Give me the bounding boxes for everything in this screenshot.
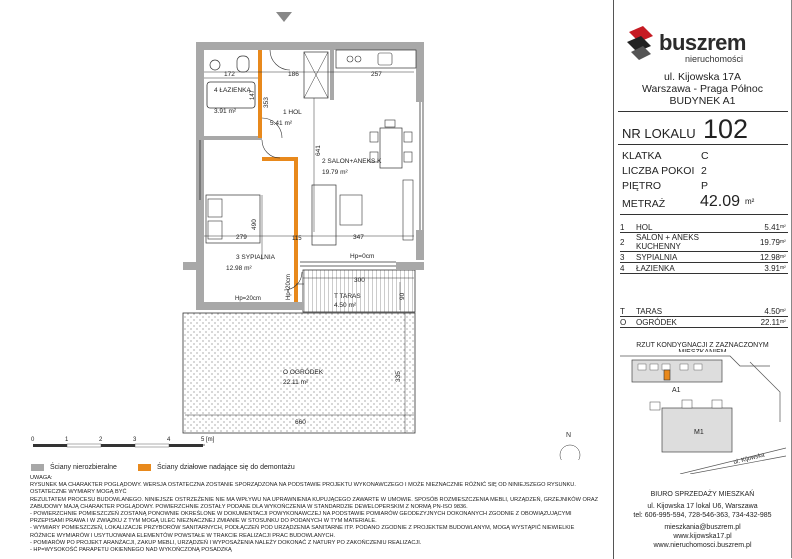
floor-label: PIĘTRO — [622, 180, 662, 192]
table-cell: 5.41 — [764, 222, 780, 232]
area-value: 42.09 — [700, 193, 741, 210]
room-label: 1 HOL — [283, 109, 302, 116]
table-cell: SALON + ANEKS KUCHENNY — [636, 233, 699, 251]
table-row — [620, 306, 788, 317]
room-label: T TARAS — [334, 293, 361, 300]
rooms-count-value: 2 — [701, 165, 707, 177]
scale-tick: 0 — [31, 437, 35, 443]
table-cell: 19.79 — [759, 237, 780, 247]
room-label: O OGRÓDEK — [283, 369, 324, 376]
legend-swatch-orange — [138, 464, 151, 471]
site-m1-label: M1 — [694, 429, 704, 436]
notes-title: UWAGA: — [30, 475, 53, 481]
dim-text: 90 — [399, 292, 406, 300]
table-row — [620, 263, 788, 274]
sill-height-label: Hp=20cm — [235, 296, 261, 302]
dim-text: 660 — [295, 419, 306, 426]
outer-wall-right-top — [416, 42, 424, 102]
room-area: 4.50 m² — [334, 302, 357, 309]
notes-line: - HP=WYSOKOŚĆ PARAPETU OKIENNEGO NAD WYKOŃCZONĄ POSADZKĄ — [30, 547, 232, 554]
site-street-label: ul. Kijowska — [733, 452, 766, 466]
table-cell: 22.11 — [760, 317, 780, 327]
floor-value: P — [701, 180, 709, 192]
dim-text: 490 — [251, 219, 258, 230]
hall-wall — [262, 157, 298, 161]
legend-orange-label: Ściany działowe nadające się do demontażu — [157, 464, 295, 471]
area-row — [620, 193, 788, 215]
room-area: 22.11 m² — [283, 379, 309, 386]
dim-text: 641 — [315, 145, 322, 156]
sales-web-link[interactable]: www.nieruchomosci.buszrem.pl — [653, 542, 752, 549]
brand-name: buszrem — [659, 30, 746, 55]
table-cell: 2 — [620, 237, 625, 247]
table-cell: 3.91 — [764, 263, 780, 273]
kitchen-wall — [330, 50, 334, 100]
table-cell: O — [620, 317, 627, 327]
dim-text: 147 — [250, 89, 256, 100]
toilet — [237, 56, 249, 72]
table-cell: HOL — [636, 222, 653, 232]
table-row — [620, 252, 788, 263]
table-cell: SYPIALNIA — [636, 252, 678, 262]
notes-line: RÓŻNICE WYMIARÓW I USYTUOWANIA ELEMENTÓW POWSTAŁE W TRAKCIE REALIZACJI PRAC BUDOWLANYCH. — [30, 532, 336, 539]
notes-line: - WYMIARY POMIESZCZEŃ, LOKALIZACJE PRZYBORÓW SANITARNYCH, PODŁĄCZEŃ POD URZĄDZENIA SANITARNE ITP. PODANO ZGODNIE Z PROJEKTEM BUDOWLANYM, MOGĄ WYSTĄPIĆ NIEWIELKIE — [30, 525, 575, 532]
sink — [210, 60, 220, 70]
room-label: 4 ŁAZIENKA — [214, 87, 251, 94]
dim-text: 335 — [395, 371, 402, 382]
table-row — [620, 222, 788, 233]
notes-line: ZABUDOWY MAJĄ CHARAKTER POGLĄDOWY. POWIERZCHNIE ZOSTAŁY PODANE DLA WYKOŃCZENIA W STANDARDZIE DEWELOPERSKIM Z NORMĄ PN-ISO 9836. — [30, 503, 468, 510]
table-cell: OGRÓDEK — [636, 317, 677, 327]
room-area: 19.79 m² — [322, 169, 348, 176]
sales-phones: tel: 606-995-594, 728-546-363, 734-432-985 — [633, 512, 772, 519]
dim-text: 347 — [353, 234, 364, 241]
wall-stub — [396, 262, 424, 270]
table-row — [620, 317, 788, 328]
bedroom-wall — [294, 157, 298, 302]
brand-logo — [625, 26, 775, 66]
rooms-count-label: LICZBA POKOI — [622, 165, 695, 177]
address-line: Warszawa - Praga Północ — [642, 83, 763, 95]
sales-email[interactable]: mieszkania@buszrem.pl — [664, 524, 741, 531]
dim-text: 186 — [288, 71, 299, 78]
legend-swatch-grey — [31, 464, 44, 471]
outdoor-table — [620, 306, 788, 328]
scale-unit: [m] — [206, 437, 215, 443]
bathtub — [207, 82, 255, 108]
area-label: METRAŻ — [622, 198, 666, 210]
table-cell: TARAS — [636, 306, 663, 316]
sill-height-label: Hp=0cm — [350, 253, 375, 260]
unit-highlight — [664, 370, 670, 380]
area-unit: m² — [745, 197, 755, 206]
room-area: 3.91 m² — [214, 108, 237, 115]
table-row — [620, 233, 788, 252]
table-cell: 12.98 — [759, 252, 780, 262]
outer-wall-right-bottom — [416, 230, 424, 260]
sales-address: ul. Kijowska 17 lokal U6, Warszawa — [647, 503, 758, 510]
rooms-table — [620, 222, 788, 274]
bathroom-wall — [204, 136, 262, 140]
sales-title: BIURO SPRZEDAŻY MIESZKAŃ — [650, 491, 755, 498]
table-cell: 4.50 — [764, 306, 780, 316]
dim-text: 172 — [224, 71, 235, 78]
entrance-arrow-icon — [276, 12, 292, 22]
scale-tick: 2 — [99, 437, 103, 443]
table-cell: 1 — [620, 222, 625, 232]
notes-line: RYSUNEK MA CHARAKTER POGLĄDOWY. WERSJA OSTATECZNA ZOSTANIE SPORZĄDZONA NA PODSTAWIE PROJEKTU WYKONAWCZEGO I MOŻE NIEZNACZNIE RÓŻNIĆ SIĘ OD NINIEJSZEGO RYSUNKU. OSTATECZNE WYMIARY MOGĄ BYĆ — [30, 482, 576, 496]
table-cell: m² — [780, 254, 786, 260]
legend-grey-label: Ściany nierozbieralne — [50, 464, 117, 471]
scale-tick: 5 — [201, 437, 205, 443]
unit-number-label: NR LOKALU — [622, 126, 696, 141]
site-building-label: A1 — [672, 387, 681, 394]
outer-wall-top — [196, 42, 418, 50]
unit-number-value: 102 — [703, 114, 749, 144]
notes-line: PRZEPISAMI PRAWA I W ZWIĄZKU Z TYM MOGĄ ULEC NIEZNACZNEJ ZMIANIE W STOSUNKU DO PODANYCH W TYM MATERIALE. — [30, 518, 377, 525]
address-line: BUDYNEK A1 — [669, 95, 736, 107]
scale-tick: 3 — [133, 437, 137, 443]
site-plan-title: RZUT KONDYGNACJI Z ZAZNACZONYM — [636, 342, 769, 349]
room-area: 12.98 m² — [226, 265, 252, 272]
table-cell: m² — [780, 265, 786, 271]
klatka-value: C — [701, 150, 709, 162]
dim-text: 115 — [292, 236, 302, 242]
dim-text: 300 — [354, 277, 365, 284]
scale-tick: 4 — [167, 437, 171, 443]
north-arrow-icon — [560, 432, 580, 460]
room-area: 5.41 m² — [270, 120, 293, 127]
notes-line: - POMIARÓW PO PROJEKT ARANŻACJI, ZAKUP MEBLI, URZĄDZEŃ I WYPOSAŻENIA NALEŻY DOKONAĆ Z NATURY PO ZAKOŃCZENIU REALIZACJI. — [30, 539, 422, 546]
room-label: 3 SYPIALNIA — [236, 254, 276, 261]
table-cell: T — [620, 306, 625, 316]
logo-mark-icon — [625, 26, 657, 62]
site-plan-map — [620, 352, 786, 474]
table-cell: ŁAZIENKA — [636, 263, 675, 273]
notes-line: - POWIERZCHNIE POMIESZCZEŃ ZOSTANĄ PONOWNIE OKREŚLONE W DOKUMENTACJI POWYKONAWCZEJ NA PODSTAWIE POMIARÓW GEODEZYJNYCH DOKONANYCH ZGODNIE Z OBOWIĄZUJĄCYMI — [30, 511, 572, 518]
table-cell: m² — [780, 319, 786, 325]
table-cell: 3 — [620, 252, 625, 262]
hall-wall — [258, 50, 262, 138]
dim-text: 279 — [236, 234, 247, 241]
dim-text: 257 — [371, 71, 382, 78]
table-cell: m² — [780, 239, 786, 245]
table-cell: m² — [780, 224, 786, 230]
address-line: ul. Kijowska 17A — [663, 71, 742, 83]
table-cell: m² — [780, 308, 786, 314]
notes-line: REZULTATEM PROCESU BUDOWLANEGO. NINIEJSZE OSTRZEŻENIE NIE MA WPŁYWU NA UPRAWNIENIA KUPUJĄCEGO ZAWARTE W UMOWIE. SPOSÓB ROZMIESZCZENIA MEBLI, URZĄDZEŃ, GRZEJNIKÓW ORAZ — [30, 496, 599, 503]
sill-height-label: Hp=20cm — [286, 274, 292, 300]
room-label: 2 SALON+ANEKS K — [322, 158, 382, 165]
notes-block — [30, 475, 608, 554]
brand-sub: nieruchomości — [685, 54, 744, 64]
table-cell: 4 — [620, 263, 625, 273]
outer-wall-bottom — [196, 302, 304, 310]
dim-text: 353 — [263, 97, 270, 108]
sales-web-link[interactable]: www.kijowska17.pl — [673, 533, 732, 540]
klatka-label: KLATKA — [622, 150, 662, 162]
dining-table — [380, 128, 402, 168]
kitchen-counter — [336, 50, 416, 68]
unit-number-box — [618, 111, 788, 145]
wall-stub — [183, 262, 203, 270]
svg-text:N: N — [566, 432, 572, 439]
scale-tick: 1 — [65, 437, 69, 443]
